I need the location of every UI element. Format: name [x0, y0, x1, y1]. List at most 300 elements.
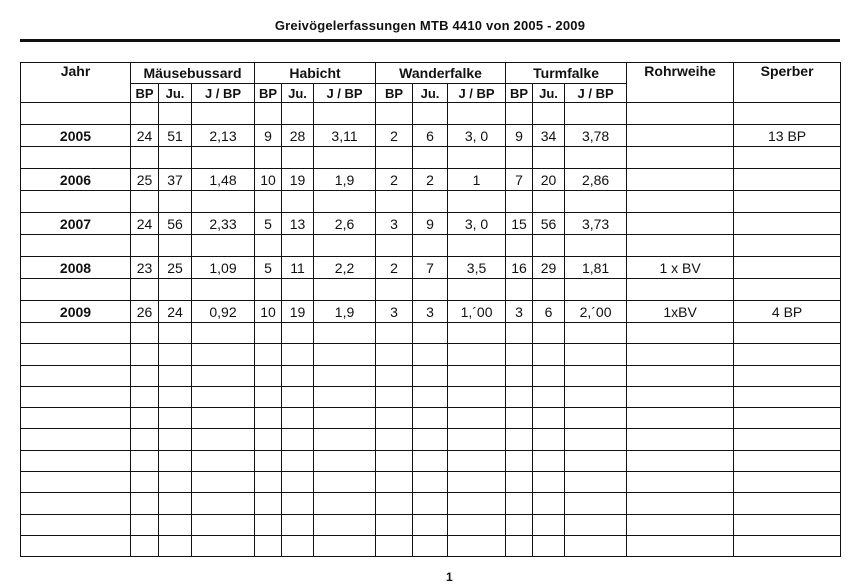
maeusebussard-bp-cell: 25 — [131, 169, 159, 191]
wanderfalke-bp-cell: 2 — [376, 169, 413, 191]
empty-cell — [533, 279, 565, 301]
empty-cell — [131, 279, 159, 301]
rohrweihe-cell — [627, 169, 734, 191]
empty-cell — [734, 535, 841, 556]
empty-cell — [506, 147, 533, 169]
empty-cell — [376, 472, 413, 493]
empty-cell — [448, 147, 506, 169]
empty-cell — [255, 147, 282, 169]
empty-cell — [376, 514, 413, 535]
table-body — [21, 103, 841, 557]
sub-bp: BP — [131, 84, 159, 103]
year-cell: 2008 — [21, 257, 131, 279]
empty-cell — [627, 103, 734, 125]
empty-cell — [131, 472, 159, 493]
empty-cell — [314, 535, 376, 556]
empty-cell — [413, 103, 448, 125]
empty-cell — [376, 103, 413, 125]
empty-cell — [448, 279, 506, 301]
empty-cell — [506, 408, 533, 429]
empty-cell — [282, 514, 314, 535]
empty-cell — [533, 408, 565, 429]
empty-cell — [314, 103, 376, 125]
empty-cell — [448, 365, 506, 386]
empty-row — [21, 429, 841, 450]
wanderfalke-bp-cell: 3 — [376, 213, 413, 235]
empty-row — [21, 472, 841, 493]
empty-cell — [314, 408, 376, 429]
empty-cell — [734, 429, 841, 450]
empty-cell — [533, 514, 565, 535]
empty-cell — [255, 279, 282, 301]
empty-cell — [255, 408, 282, 429]
turmfalke-bp-cell: 16 — [506, 257, 533, 279]
empty-cell — [159, 450, 192, 471]
empty-cell — [413, 429, 448, 450]
empty-row — [21, 450, 841, 471]
year-cell: 2007 — [21, 213, 131, 235]
empty-cell — [21, 429, 131, 450]
sub-ju: Ju. — [413, 84, 448, 103]
wanderfalke-bp-cell: 2 — [376, 257, 413, 279]
empty-cell — [565, 450, 627, 471]
empty-cell — [314, 191, 376, 213]
empty-cell — [533, 386, 565, 407]
empty-cell — [565, 235, 627, 257]
empty-cell — [627, 235, 734, 257]
empty-cell — [376, 535, 413, 556]
empty-cell — [255, 323, 282, 344]
empty-cell — [192, 386, 255, 407]
empty-cell — [565, 344, 627, 365]
empty-cell — [506, 450, 533, 471]
maeusebussard-ju-cell: 56 — [159, 213, 192, 235]
sub-jbp: J / BP — [192, 84, 255, 103]
empty-cell — [255, 191, 282, 213]
empty-cell — [627, 535, 734, 556]
empty-cell — [533, 535, 565, 556]
empty-cell — [21, 344, 131, 365]
sperber-cell: 13 BP — [734, 125, 841, 147]
empty-cell — [448, 103, 506, 125]
maeusebussard-ju-cell: 25 — [159, 257, 192, 279]
empty-cell — [314, 472, 376, 493]
empty-cell — [448, 535, 506, 556]
empty-cell — [21, 514, 131, 535]
empty-cell — [627, 408, 734, 429]
empty-cell — [565, 429, 627, 450]
habicht-ju-cell: 19 — [282, 169, 314, 191]
empty-cell — [255, 514, 282, 535]
empty-cell — [192, 323, 255, 344]
empty-cell — [734, 235, 841, 257]
empty-cell — [21, 493, 131, 514]
empty-cell — [565, 279, 627, 301]
empty-cell — [159, 344, 192, 365]
empty-cell — [734, 147, 841, 169]
empty-cell — [506, 103, 533, 125]
empty-cell — [627, 386, 734, 407]
habicht-ju-cell: 28 — [282, 125, 314, 147]
empty-cell — [506, 535, 533, 556]
habicht-jbp-cell: 3,11 — [314, 125, 376, 147]
sperber-cell — [734, 169, 841, 191]
empty-cell — [376, 429, 413, 450]
turmfalke-jbp-cell: 1,81 — [565, 257, 627, 279]
empty-cell — [21, 386, 131, 407]
wanderfalke-jbp-cell: 1,´00 — [448, 301, 506, 323]
sub-jbp: J / BP — [314, 84, 376, 103]
empty-cell — [21, 535, 131, 556]
rohrweihe-cell — [627, 213, 734, 235]
turmfalke-bp-cell: 15 — [506, 213, 533, 235]
maeusebussard-ju-cell: 37 — [159, 169, 192, 191]
empty-cell — [448, 514, 506, 535]
empty-cell — [192, 535, 255, 556]
maeusebussard-jbp-cell: 0,92 — [192, 301, 255, 323]
empty-cell — [376, 408, 413, 429]
empty-cell — [192, 514, 255, 535]
empty-cell — [314, 279, 376, 301]
year-cell: 2006 — [21, 169, 131, 191]
empty-cell — [506, 472, 533, 493]
empty-cell — [533, 147, 565, 169]
empty-cell — [159, 386, 192, 407]
empty-cell — [159, 235, 192, 257]
empty-cell — [565, 103, 627, 125]
empty-cell — [21, 450, 131, 471]
empty-cell — [565, 365, 627, 386]
empty-cell — [192, 472, 255, 493]
maeusebussard-bp-cell: 24 — [131, 125, 159, 147]
turmfalke-ju-cell: 56 — [533, 213, 565, 235]
empty-cell — [627, 514, 734, 535]
empty-cell — [21, 103, 131, 125]
empty-cell — [627, 279, 734, 301]
habicht-bp-cell: 10 — [255, 301, 282, 323]
sub-ju: Ju. — [533, 84, 565, 103]
empty-cell — [413, 535, 448, 556]
empty-cell — [192, 279, 255, 301]
empty-row — [21, 365, 841, 386]
empty-cell — [533, 191, 565, 213]
empty-cell — [159, 365, 192, 386]
empty-cell — [282, 535, 314, 556]
sub-ju: Ju. — [282, 84, 314, 103]
spacer-row — [21, 191, 841, 213]
empty-cell — [448, 235, 506, 257]
empty-cell — [413, 472, 448, 493]
habicht-bp-cell: 5 — [255, 257, 282, 279]
empty-cell — [314, 493, 376, 514]
empty-cell — [506, 235, 533, 257]
turmfalke-ju-cell: 29 — [533, 257, 565, 279]
sub-bp: BP — [506, 84, 533, 103]
empty-cell — [282, 472, 314, 493]
empty-cell — [159, 493, 192, 514]
empty-cell — [565, 386, 627, 407]
spacer-row — [21, 147, 841, 169]
empty-cell — [314, 147, 376, 169]
empty-cell — [131, 514, 159, 535]
habicht-bp-cell: 5 — [255, 213, 282, 235]
empty-cell — [627, 191, 734, 213]
empty-cell — [734, 191, 841, 213]
empty-cell — [448, 191, 506, 213]
empty-cell — [565, 472, 627, 493]
empty-cell — [413, 408, 448, 429]
empty-cell — [376, 323, 413, 344]
wanderfalke-bp-cell: 2 — [376, 125, 413, 147]
empty-cell — [255, 472, 282, 493]
header-rohrweihe: Rohrweihe — [627, 63, 734, 103]
empty-cell — [21, 408, 131, 429]
empty-cell — [627, 365, 734, 386]
empty-cell — [627, 450, 734, 471]
turmfalke-jbp-cell: 2,86 — [565, 169, 627, 191]
header-jahr: Jahr — [21, 63, 131, 103]
empty-cell — [282, 235, 314, 257]
maeusebussard-jbp-cell: 1,09 — [192, 257, 255, 279]
empty-cell — [131, 450, 159, 471]
empty-cell — [282, 493, 314, 514]
empty-cell — [565, 514, 627, 535]
empty-cell — [314, 429, 376, 450]
empty-cell — [565, 191, 627, 213]
empty-cell — [131, 191, 159, 213]
empty-cell — [192, 147, 255, 169]
empty-cell — [282, 408, 314, 429]
empty-cell — [21, 235, 131, 257]
empty-cell — [255, 493, 282, 514]
turmfalke-ju-cell: 6 — [533, 301, 565, 323]
empty-cell — [255, 344, 282, 365]
empty-cell — [314, 344, 376, 365]
empty-cell — [131, 408, 159, 429]
empty-cell — [159, 103, 192, 125]
empty-cell — [734, 472, 841, 493]
empty-row — [21, 386, 841, 407]
empty-cell — [314, 450, 376, 471]
empty-cell — [282, 365, 314, 386]
empty-cell — [627, 472, 734, 493]
empty-cell — [131, 323, 159, 344]
empty-cell — [734, 514, 841, 535]
wanderfalke-jbp-cell: 3,5 — [448, 257, 506, 279]
header-wanderfalke: Wanderfalke — [376, 63, 506, 84]
maeusebussard-ju-cell: 24 — [159, 301, 192, 323]
empty-cell — [565, 408, 627, 429]
empty-cell — [159, 191, 192, 213]
empty-cell — [21, 191, 131, 213]
table-row — [21, 213, 841, 235]
table-row — [21, 301, 841, 323]
empty-cell — [506, 323, 533, 344]
maeusebussard-bp-cell: 26 — [131, 301, 159, 323]
maeusebussard-bp-cell: 23 — [131, 257, 159, 279]
wanderfalke-ju-cell: 9 — [413, 213, 448, 235]
empty-cell — [376, 365, 413, 386]
empty-cell — [314, 365, 376, 386]
empty-cell — [192, 344, 255, 365]
empty-cell — [533, 472, 565, 493]
header-turmfalke: Turmfalke — [506, 63, 627, 84]
empty-cell — [192, 408, 255, 429]
empty-cell — [282, 450, 314, 471]
empty-cell — [21, 147, 131, 169]
empty-cell — [282, 279, 314, 301]
wanderfalke-ju-cell: 6 — [413, 125, 448, 147]
page-number: 1 — [446, 570, 453, 584]
empty-cell — [734, 103, 841, 125]
empty-cell — [255, 235, 282, 257]
empty-row — [21, 535, 841, 556]
empty-cell — [159, 535, 192, 556]
empty-cell — [448, 429, 506, 450]
empty-cell — [413, 235, 448, 257]
empty-cell — [565, 147, 627, 169]
empty-cell — [255, 535, 282, 556]
habicht-jbp-cell: 2,6 — [314, 213, 376, 235]
wanderfalke-ju-cell: 3 — [413, 301, 448, 323]
empty-cell — [131, 535, 159, 556]
empty-cell — [506, 191, 533, 213]
wanderfalke-jbp-cell: 3, 0 — [448, 213, 506, 235]
empty-cell — [255, 450, 282, 471]
empty-cell — [734, 323, 841, 344]
raptor-survey-table — [20, 62, 841, 557]
empty-cell — [159, 279, 192, 301]
empty-cell — [734, 450, 841, 471]
empty-cell — [159, 429, 192, 450]
empty-cell — [533, 493, 565, 514]
empty-row — [21, 408, 841, 429]
empty-cell — [627, 323, 734, 344]
turmfalke-bp-cell: 3 — [506, 301, 533, 323]
empty-cell — [255, 429, 282, 450]
maeusebussard-jbp-cell: 1,48 — [192, 169, 255, 191]
empty-cell — [192, 235, 255, 257]
empty-cell — [533, 103, 565, 125]
empty-cell — [282, 147, 314, 169]
empty-cell — [533, 323, 565, 344]
empty-cell — [192, 493, 255, 514]
maeusebussard-bp-cell: 24 — [131, 213, 159, 235]
wanderfalke-jbp-cell: 1 — [448, 169, 506, 191]
table-row — [21, 257, 841, 279]
wanderfalke-jbp-cell: 3, 0 — [448, 125, 506, 147]
empty-cell — [282, 429, 314, 450]
empty-cell — [734, 344, 841, 365]
document-title: Greivögelerfassungen MTB 4410 von 2005 - 2009 — [274, 18, 586, 33]
empty-cell — [627, 429, 734, 450]
turmfalke-jbp-cell: 2,´00 — [565, 301, 627, 323]
empty-cell — [376, 191, 413, 213]
empty-cell — [448, 472, 506, 493]
empty-cell — [506, 279, 533, 301]
empty-row — [21, 493, 841, 514]
empty-cell — [376, 344, 413, 365]
empty-cell — [376, 386, 413, 407]
empty-cell — [734, 386, 841, 407]
empty-cell — [282, 386, 314, 407]
habicht-ju-cell: 13 — [282, 213, 314, 235]
empty-cell — [506, 514, 533, 535]
spacer-row — [21, 103, 841, 125]
empty-cell — [282, 323, 314, 344]
sperber-cell — [734, 213, 841, 235]
turmfalke-jbp-cell: 3,73 — [565, 213, 627, 235]
header-sperber: Sperber — [734, 63, 841, 103]
empty-row — [21, 323, 841, 344]
spacer-row — [21, 279, 841, 301]
empty-cell — [131, 147, 159, 169]
habicht-bp-cell: 10 — [255, 169, 282, 191]
habicht-jbp-cell: 1,9 — [314, 301, 376, 323]
sperber-cell: 4 BP — [734, 301, 841, 323]
empty-row — [21, 514, 841, 535]
sub-ju: Ju. — [159, 84, 192, 103]
empty-cell — [506, 493, 533, 514]
empty-cell — [734, 493, 841, 514]
empty-cell — [533, 429, 565, 450]
empty-cell — [282, 103, 314, 125]
habicht-ju-cell: 19 — [282, 301, 314, 323]
empty-cell — [627, 147, 734, 169]
turmfalke-bp-cell: 9 — [506, 125, 533, 147]
empty-cell — [448, 344, 506, 365]
turmfalke-ju-cell: 20 — [533, 169, 565, 191]
empty-cell — [282, 344, 314, 365]
empty-cell — [159, 323, 192, 344]
empty-cell — [131, 103, 159, 125]
empty-cell — [413, 493, 448, 514]
empty-cell — [413, 386, 448, 407]
empty-cell — [565, 323, 627, 344]
empty-cell — [21, 472, 131, 493]
empty-cell — [192, 191, 255, 213]
empty-cell — [734, 408, 841, 429]
empty-cell — [376, 279, 413, 301]
habicht-bp-cell: 9 — [255, 125, 282, 147]
empty-cell — [192, 365, 255, 386]
empty-cell — [506, 429, 533, 450]
empty-cell — [376, 147, 413, 169]
empty-cell — [131, 235, 159, 257]
empty-cell — [192, 103, 255, 125]
empty-cell — [159, 514, 192, 535]
empty-row — [21, 344, 841, 365]
empty-cell — [131, 365, 159, 386]
year-cell: 2005 — [21, 125, 131, 147]
sub-jbp: J / BP — [565, 84, 627, 103]
wanderfalke-bp-cell: 3 — [376, 301, 413, 323]
empty-cell — [131, 344, 159, 365]
rohrweihe-cell: 1xBV — [627, 301, 734, 323]
empty-cell — [159, 147, 192, 169]
empty-cell — [448, 450, 506, 471]
empty-cell — [734, 365, 841, 386]
year-cell: 2009 — [21, 301, 131, 323]
empty-cell — [131, 386, 159, 407]
empty-cell — [413, 450, 448, 471]
maeusebussard-ju-cell: 51 — [159, 125, 192, 147]
empty-cell — [413, 191, 448, 213]
empty-cell — [506, 386, 533, 407]
table-row — [21, 169, 841, 191]
wanderfalke-ju-cell: 2 — [413, 169, 448, 191]
empty-cell — [314, 386, 376, 407]
